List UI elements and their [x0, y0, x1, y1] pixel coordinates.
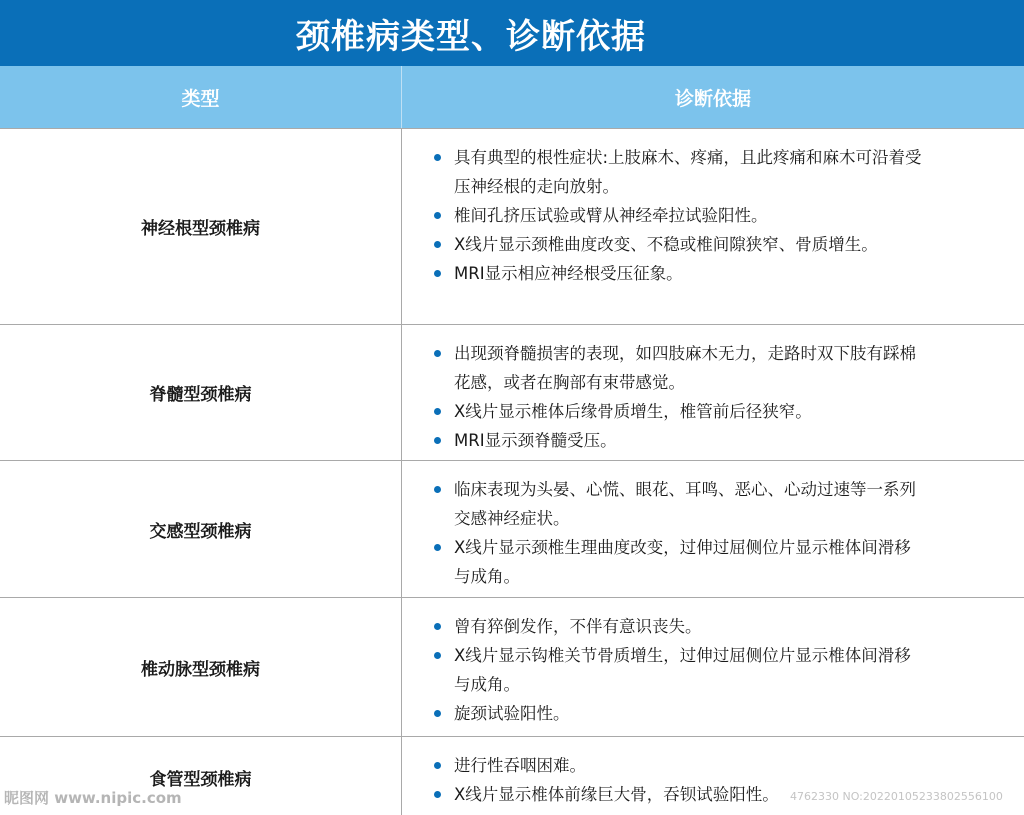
- table-row: [0, 598, 1024, 737]
- list-item: X线片显示钩椎关节骨质增生，过伸过屈侧位片显示椎体间滑移与成角。: [432, 641, 924, 699]
- table-header: [0, 66, 1024, 129]
- list-item: 旋颈试验阳性。: [432, 699, 924, 728]
- list-item: X线片显示颈椎曲度改变、不稳或椎间隙狭窄、骨质增生。: [432, 230, 924, 259]
- bullet-icon: [434, 486, 441, 493]
- basis-cell: [402, 325, 1024, 460]
- bullet-icon: [434, 710, 441, 717]
- basis-list: [432, 475, 924, 591]
- bullet-icon: [434, 350, 441, 357]
- list-item: 出现颈脊髓损害的表现，如四肢麻木无力，走路时双下肢有踩棉花感，或者在胸部有束带感觉。: [432, 339, 924, 397]
- list-item: 曾有猝倒发作，不伴有意识丧失。: [432, 612, 924, 641]
- type-cell: 食管型颈椎病: [0, 737, 402, 815]
- basis-cell: [402, 461, 1024, 597]
- list-item: MRI显示颈脊髓受压。: [432, 426, 924, 455]
- list-item: X线片显示椎体后缘骨质增生，椎管前后径狭窄。: [432, 397, 924, 426]
- list-item: 具有典型的根性症状:上肢麻木、疼痛，且此疼痛和麻木可沿着受压神经根的走向放射。: [432, 143, 924, 201]
- type-cell: 交感型颈椎病: [0, 461, 402, 597]
- bullet-icon: [434, 212, 441, 219]
- list-item: MRI显示相应神经根受压征象。: [432, 259, 924, 288]
- basis-list: [432, 612, 924, 728]
- watermark-left: 昵图网 www.nipic.com: [4, 789, 182, 807]
- basis-cell: [402, 737, 1024, 815]
- table-row: [0, 461, 1024, 598]
- bullet-icon: [434, 652, 441, 659]
- type-cell: 椎动脉型颈椎病: [0, 598, 402, 736]
- list-item: X线片显示椎体前缘巨大骨，吞钡试验阳性。: [432, 780, 924, 809]
- bullet-icon: [434, 544, 441, 551]
- bullet-icon: [434, 408, 441, 415]
- list-item: 临床表现为头晏、心慌、眼花、耳鸣、恶心、心动过速等一系列交感神经症状。: [432, 475, 924, 533]
- bullet-icon: [434, 154, 441, 161]
- bullet-icon: [434, 762, 441, 769]
- table-row: [0, 325, 1024, 461]
- basis-list: [432, 339, 924, 455]
- bullet-icon: [434, 623, 441, 630]
- list-item: 椎间孔挤压试验或臂从神经牵拉试验阳性。: [432, 201, 924, 230]
- table-row: [0, 129, 1024, 325]
- bullet-icon: [434, 437, 441, 444]
- type-cell: 脊髓型颈椎病: [0, 325, 402, 460]
- bullet-icon: [434, 791, 441, 798]
- basis-list: [432, 143, 924, 288]
- page-title: 颈椎病类型、诊断依据: [296, 16, 646, 57]
- basis-cell: [402, 598, 1024, 736]
- bullet-icon: [434, 270, 441, 277]
- title-bar: [0, 0, 1024, 66]
- header-basis: 诊断依据: [674, 87, 751, 110]
- list-item: X线片显示颈椎生理曲度改变，过伸过屈侧位片显示椎体间滑移与成角。: [432, 533, 924, 591]
- list-item: 进行性吞咽困难。: [432, 751, 924, 780]
- header-type: 类型: [0, 66, 402, 128]
- watermark-right: 4762330 NO:20220105233802556100: [790, 790, 1003, 803]
- basis-cell: [402, 129, 1024, 324]
- bullet-icon: [434, 241, 441, 248]
- type-cell: 神经根型颈椎病: [0, 129, 402, 324]
